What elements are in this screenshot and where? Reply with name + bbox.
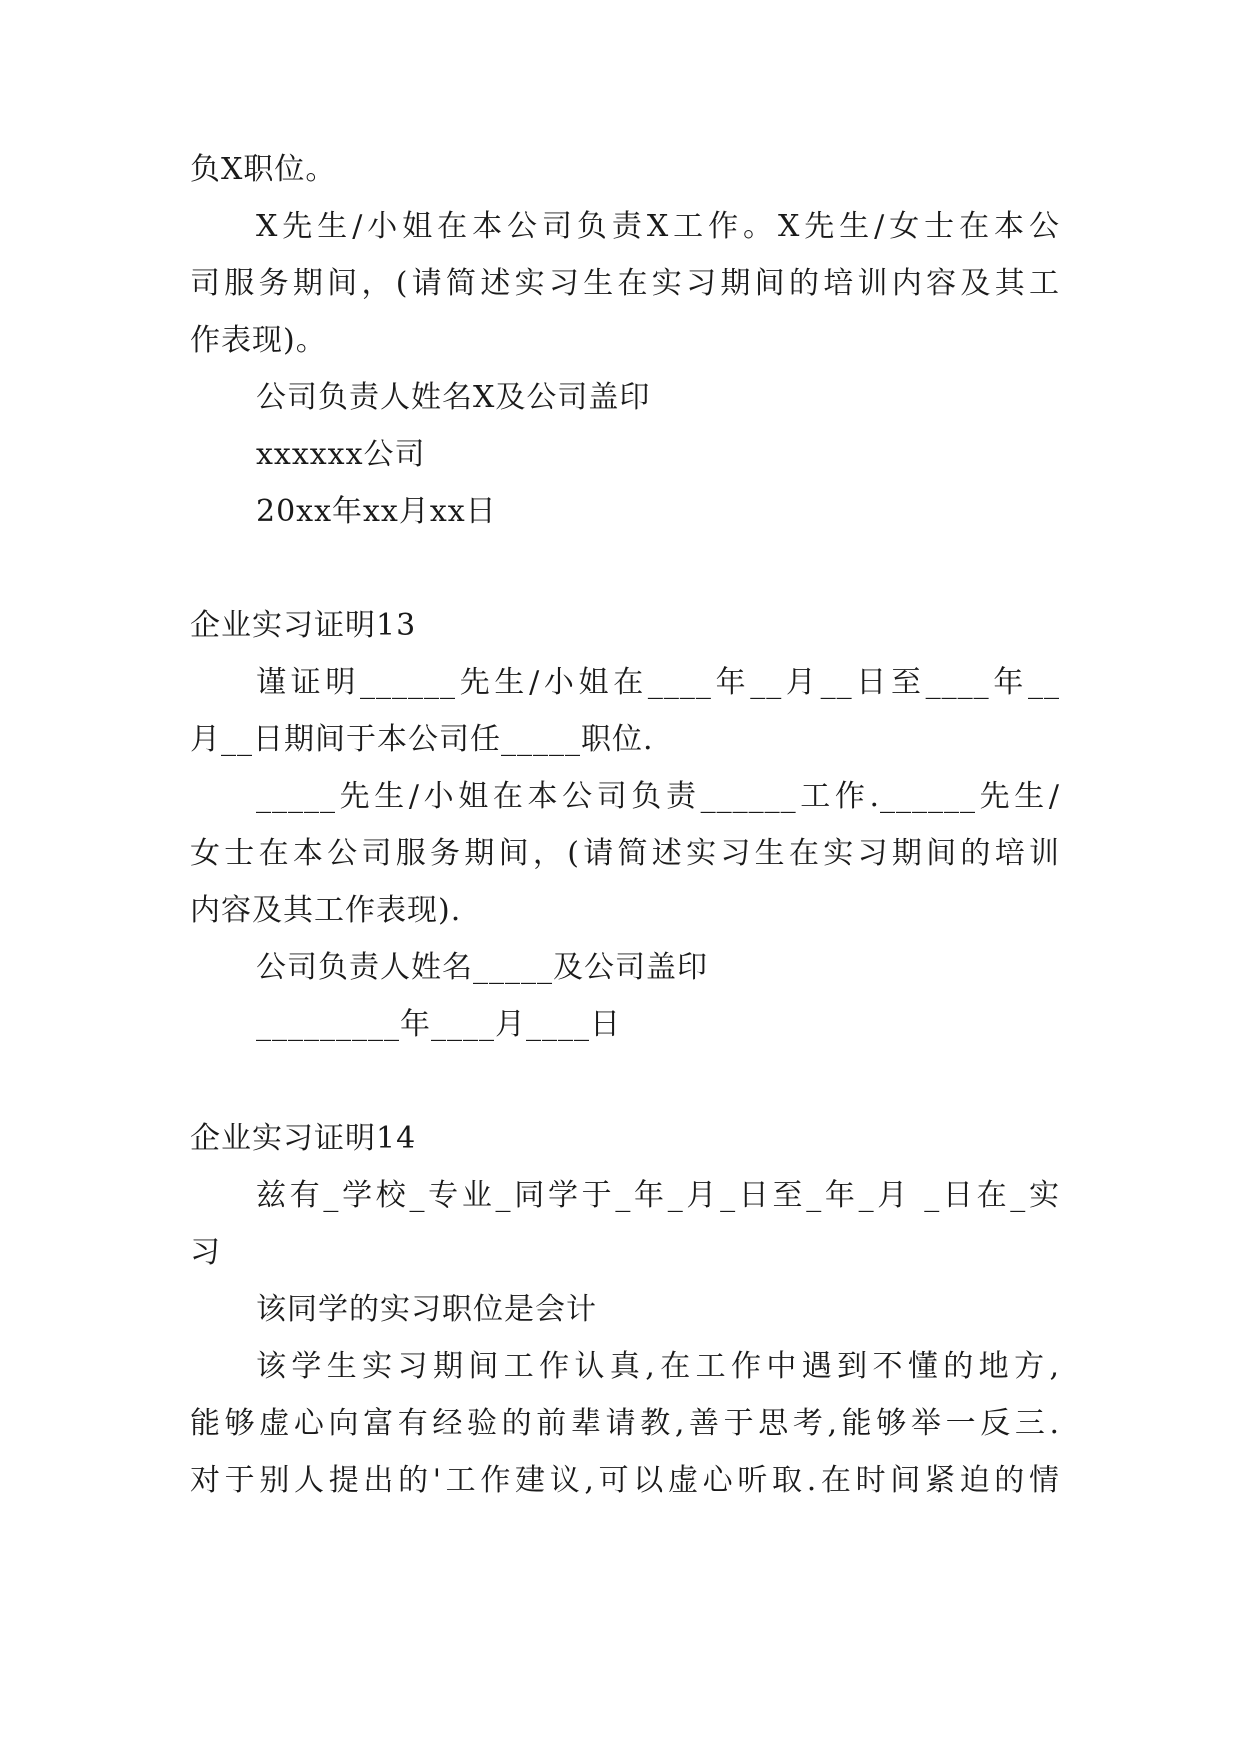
text-line: 习: [190, 1235, 221, 1270]
text-line: 能够虚心向富有经验的前辈请教,善于思考,能够举一反三.: [190, 1406, 1060, 1441]
company-name-line: xxxxxx公司: [256, 437, 426, 472]
date-line: 20xx年xx月xx日: [256, 494, 497, 529]
section-title: 企业实习证明14: [190, 1121, 417, 1156]
section-title: 企业实习证明13: [190, 608, 417, 643]
text-line: 司服务期间，(请简述实习生在实习期间的培训内容及其工: [190, 266, 1060, 301]
text-line: 该学生实习期间工作认真,在工作中遇到不懂的地方,: [256, 1349, 1060, 1384]
text-line: 该同学的实习职位是会计: [256, 1292, 597, 1327]
text-line: 负X职位。: [190, 152, 337, 187]
text-line: _____先生/小姐在本公司负责______工作.______先生/: [256, 779, 1060, 814]
text-line: 兹有_学校_专业_同学于_年_月_日至_年_月 _日在_实: [256, 1178, 1060, 1213]
text-line: X先生/小姐在本公司负责X工作。X先生/女士在本公: [256, 209, 1060, 244]
text-line: 谨证明______先生/小姐在____年__月__日至____年__: [256, 665, 1060, 700]
text-line: 女士在本公司服务期间，(请简述实习生在实习期间的培训: [190, 836, 1060, 871]
text-line: 内容及其工作表现).: [190, 893, 462, 928]
date-line: _________年____月____日: [256, 1007, 621, 1042]
text-line: 作表现)。: [190, 323, 327, 358]
company-signature-line: 公司负责人姓名_____及公司盖印: [256, 950, 708, 985]
text-line: 月__日期间于本公司任_____职位.: [190, 722, 654, 757]
text-line: 对于别人提出的'工作建议,可以虚心听取.在时间紧迫的情: [190, 1463, 1060, 1498]
company-signature-line: 公司负责人姓名X及公司盖印: [256, 380, 651, 415]
